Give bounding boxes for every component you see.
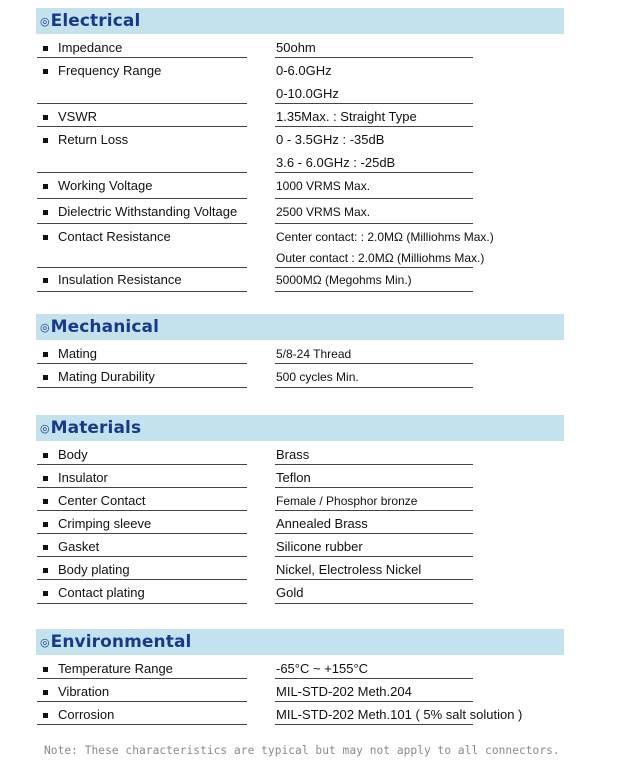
spec-value: 2500 VRMS Max. <box>276 205 371 219</box>
divider <box>37 387 247 388</box>
section-header-mechanical <box>36 314 564 340</box>
spec-value: Center contact: : 2.0MΩ (Milliohms Max.) <box>276 230 494 244</box>
bullet-icon <box>43 138 48 143</box>
bullet-icon <box>43 522 48 527</box>
bullseye-icon: ◎ <box>40 635 50 649</box>
spec-label: Impedance <box>58 40 123 55</box>
bullet-icon <box>43 591 48 596</box>
spec-row-contact-plating <box>36 582 564 605</box>
divider <box>275 678 473 679</box>
bullseye-icon: ◎ <box>40 320 50 334</box>
spec-value: Teflon <box>276 470 311 485</box>
divider <box>275 57 473 58</box>
divider <box>37 464 247 465</box>
divider <box>275 172 473 173</box>
divider <box>37 487 247 488</box>
spec-value: 1000 VRMS Max. <box>276 179 371 193</box>
spec-label: Crimping sleeve <box>58 516 152 531</box>
divider <box>37 172 247 173</box>
section-title: Environmental <box>50 632 192 652</box>
section-electrical <box>36 8 564 287</box>
spec-value: Female / Phosphor bronze <box>276 494 418 508</box>
bullet-icon <box>43 690 48 695</box>
divider <box>275 363 473 364</box>
divider <box>275 556 473 557</box>
spec-row-frequency-range <box>36 60 564 83</box>
spec-row-working-voltage <box>36 175 564 198</box>
divider <box>275 579 473 580</box>
spec-row-insulation-resistance <box>36 269 564 292</box>
spec-value: Silicone rubber <box>276 539 363 554</box>
spec-label: Gasket <box>58 539 100 554</box>
spec-label: Contact Resistance <box>58 229 171 244</box>
divider <box>275 267 473 268</box>
spec-value: 5/8-24 Thread <box>276 347 352 361</box>
spec-label: Contact plating <box>58 585 145 600</box>
bullet-icon <box>43 713 48 718</box>
bullet-icon <box>43 235 48 240</box>
divider <box>275 103 473 104</box>
spec-label: Return Loss <box>58 132 129 147</box>
divider <box>275 724 473 725</box>
bullet-icon <box>43 46 48 51</box>
footnote: Note: These characteristics are typical but may not apply to all connectors. <box>44 744 560 757</box>
bullet-icon <box>43 453 48 458</box>
bullet-icon <box>43 278 48 283</box>
spec-value: Gold <box>276 585 304 600</box>
spec-value: 500 cycles Min. <box>276 370 359 384</box>
spec-value: 1.35Max. : Straight Type <box>276 109 417 124</box>
spec-value: Brass <box>276 447 310 462</box>
section-title: Mechanical <box>50 317 160 337</box>
spec-row-return-loss <box>36 129 564 152</box>
bullseye-icon: ◎ <box>40 421 50 435</box>
spec-label: Vibration <box>58 684 110 699</box>
bullet-icon <box>43 210 48 215</box>
section-mechanical <box>36 314 564 384</box>
divider <box>37 603 247 604</box>
bullet-icon <box>43 115 48 120</box>
divider <box>37 57 247 58</box>
spec-label: Mating Durability <box>58 369 155 384</box>
divider <box>37 579 247 580</box>
divider <box>275 223 473 224</box>
bullet-icon <box>43 352 48 357</box>
divider <box>37 291 247 292</box>
spec-value: 0 - 3.5GHz : -35dB <box>276 132 385 147</box>
bullet-icon <box>43 667 48 672</box>
divider <box>37 363 247 364</box>
divider <box>275 701 473 702</box>
divider <box>37 267 247 268</box>
section-title: Electrical <box>50 11 141 31</box>
spec-value: -65°C ~ +155°C <box>276 661 369 676</box>
spec-label: Corrosion <box>58 707 115 722</box>
section-header-environmental <box>36 629 564 655</box>
spec-label: Frequency Range <box>58 63 162 78</box>
bullet-icon <box>43 545 48 550</box>
divider <box>275 510 473 511</box>
divider <box>37 510 247 511</box>
divider <box>275 464 473 465</box>
bullet-icon <box>43 476 48 481</box>
spec-value: MIL-STD-202 Meth.101 ( 5% salt solution ) <box>276 707 523 722</box>
divider <box>275 126 473 127</box>
divider <box>275 291 473 292</box>
section-header-materials <box>36 415 564 441</box>
section-title: Materials <box>50 418 142 438</box>
divider <box>275 387 473 388</box>
divider <box>37 724 247 725</box>
spec-value: MIL-STD-202 Meth.204 <box>276 684 412 699</box>
spec-label: Center Contact <box>58 493 146 508</box>
spec-value: 3.6 - 6.0GHz : -25dB <box>276 155 396 170</box>
spec-label: Body plating <box>58 562 130 577</box>
divider <box>275 533 473 534</box>
spec-label: Mating <box>58 346 98 361</box>
divider <box>37 701 247 702</box>
bullet-icon <box>43 184 48 189</box>
divider <box>37 126 247 127</box>
spec-value: 0-6.0GHz <box>276 63 332 78</box>
section-environmental <box>36 629 564 722</box>
spec-row-mating-durability <box>36 366 564 389</box>
spec-label: Insulator <box>58 470 108 485</box>
divider <box>37 223 247 224</box>
divider <box>275 487 473 488</box>
spec-value: Nickel, Electroless Nickel <box>276 562 422 577</box>
spec-value: Outer contact : 2.0MΩ (Milliohms Max.) <box>276 251 485 265</box>
spec-label: Insulation Resistance <box>58 272 182 287</box>
divider <box>37 198 247 199</box>
spec-row-contact-resistance <box>36 226 564 249</box>
section-header-electrical <box>36 8 564 34</box>
spec-label: Body <box>58 447 88 462</box>
bullet-icon <box>43 499 48 504</box>
bullet-icon <box>43 568 48 573</box>
spec-value: 0-10.0GHz <box>276 86 339 101</box>
spec-value: 50ohm <box>276 40 316 55</box>
spec-value: 5000MΩ (Megohms Min.) <box>276 273 412 287</box>
spec-row-dielectric-voltage <box>36 201 564 224</box>
spec-label: Dielectric Withstanding Voltage <box>58 204 238 219</box>
section-materials <box>36 415 564 600</box>
bullseye-icon: ◎ <box>40 14 50 28</box>
divider <box>37 533 247 534</box>
bullet-icon <box>43 69 48 74</box>
divider <box>275 198 473 199</box>
spec-value: Annealed Brass <box>276 516 368 531</box>
spec-label: VSWR <box>58 109 97 124</box>
divider <box>37 556 247 557</box>
divider <box>37 103 247 104</box>
divider <box>275 603 473 604</box>
spec-label: Working Voltage <box>58 178 153 193</box>
divider <box>37 678 247 679</box>
spec-label: Temperature Range <box>58 661 173 676</box>
bullet-icon <box>43 375 48 380</box>
